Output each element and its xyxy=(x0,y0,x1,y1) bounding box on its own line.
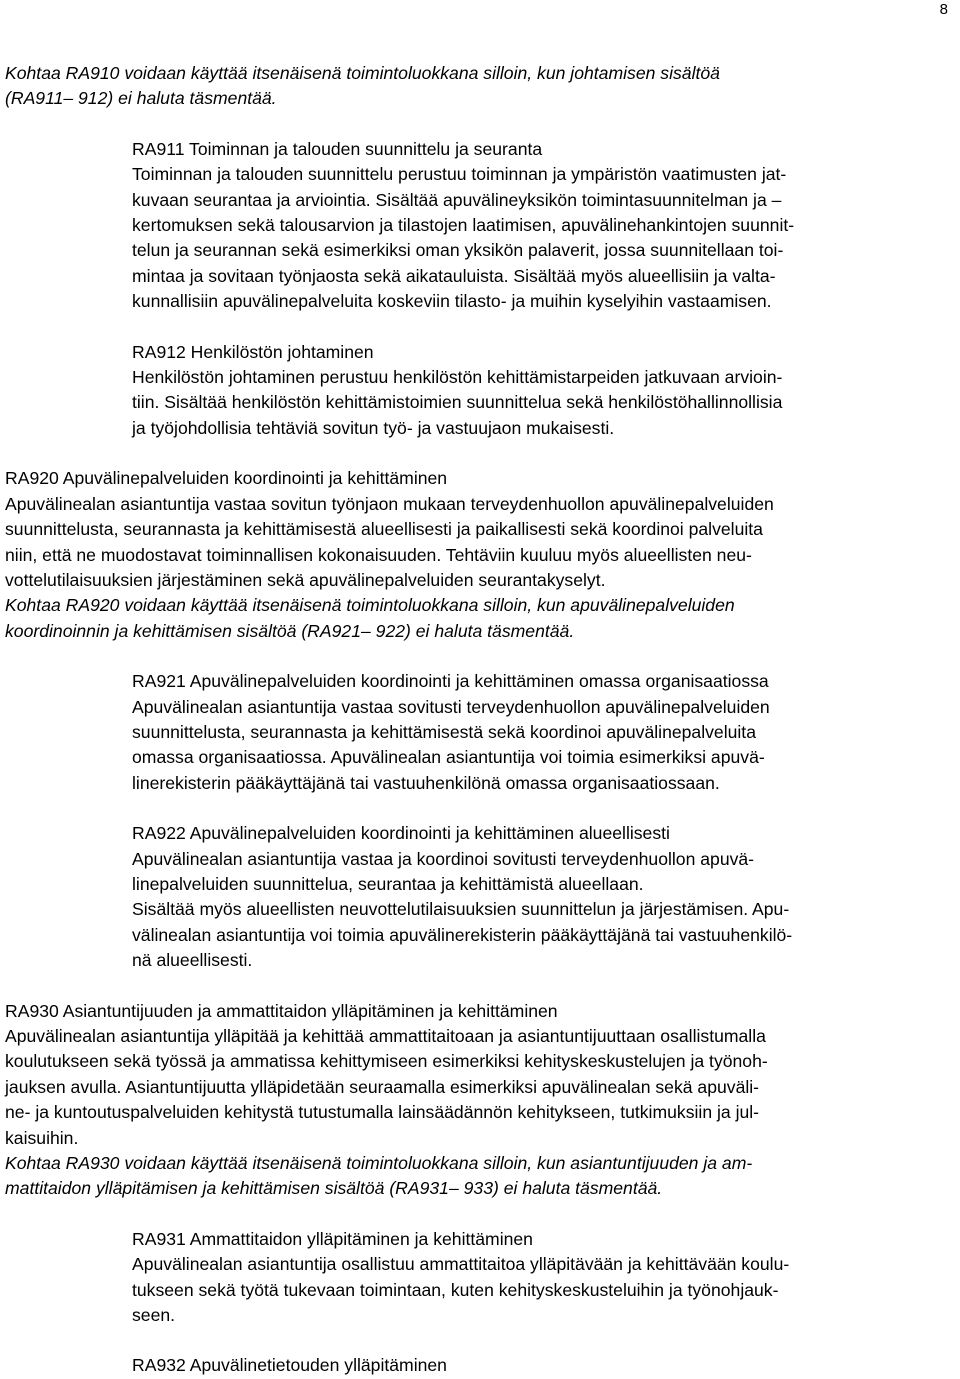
section-ra930: RA930 Asiantuntijuuden ja ammattitaidon ylläpitäminen ja kehittäminen Apuvälinealan asiantuntija ylläpitää ja kehittää ammattitaitoaan ja asiantuntijuuttaan osallistumalla koulutukseen sekä työssä ja ammatissa kehittymiseen esimerkiksi kehityskeskustelujen ja työnoh- jauksen avulla. Asiantuntijuutta ylläpidetään seuraamalla esimerkiksi apuvälinealan sekä apuväli- ne- ja kuntoutuspalveluiden kehitystä tutustumalla lainsäädännön kehitykseen, tutkimuksiin ja jul- kaisuihin. xyxy=(5,1000,768,1148)
section-ra920: RA920 Apuvälinepalveluiden koordinointi ja kehittäminen Apuvälinealan asiantuntija vastaa sovitun työnjaon mukaan terveydenhuollon apuvälinepalveluiden suunnittelusta, seurannasta ja kehittämisestä alueellisesti ja paikallisesti sekä koordinoi palveluita niin, että ne muodostavat toiminnallisen kokonaisuuden. Tehtäviin kuuluu myös alueellisten neu- vottelutilaisuuksien järjestäminen sekä apuvälinepalveluiden seurantakyselyt. xyxy=(5,468,774,590)
page-number: 8 xyxy=(939,1,948,18)
paragraph-ra930-note: Kohtaa RA930 voidaan käyttää itsenäisenä toimintoluokkana silloin, kun asiantuntijuuden ja am- mattitaidon ylläpitämisen ja kehittämisen sisältöä (RA931– 933) ei haluta täsmentää. xyxy=(5,1153,753,1199)
section-ra911: RA911 Toiminnan ja talouden suunnittelu ja seuranta Toiminnan ja talouden suunnittelu perustuu toiminnan ja ympäristön vaatimusten jat- kuvaan seurantaa ja arviointia. Sisältää apuvälineyksikön toimintasuunnitelman ja – kertomuksen sekä talousarvion ja tilastojen laatimisen, apuvälinehankintojen suunnit- telun ja seurannan sekä esimerkiksi oman yksikön palaverit, jossa suunnitellaan toi- mintaa ja sovitaan työnjaosta sekä aikatauluista. Sisältää myös alueellisiin ja valta- kunnallisiin apuvälinepalveluita koskeviin tilasto- ja muihin kyselyihin vastaamisen. xyxy=(132,138,795,312)
section-ra912: RA912 Henkilöstön johtaminen Henkilöstön johtaminen perustuu henkilöstön kehittämistarpeiden jatkuvaan arvioin- tiin. Sisältää henkilöstön kehittämistoimien suunnittelua sekä henkilöstöhallinnollisia ja työjohdollisia tehtäviä sovitun työ- ja vastuujaon mukaisesti. xyxy=(132,341,783,438)
paragraph-ra910-note: Kohtaa RA910 voidaan käyttää itsenäisenä toimintoluokkana silloin, kun johtamisen sisältöä (RA911– 912) ei haluta täsmentää. xyxy=(5,63,720,109)
section-ra921: RA921 Apuvälinepalveluiden koordinointi ja kehittäminen omassa organisaatiossa Apuvälinealan asiantuntija vastaa sovitusti terveydenhuollon apuvälinepalveluiden suunnittelusta, seurannasta ja kehittämisestä sekä koordinoi apuvälinepalveluita omassa organisaatiossa. Apuvälinealan asiantuntija voi toimia esimerkiksi apuvä- linerekisterin pääkäyttäjänä tai vastuuhenkilönä omassa organisaatiossaan. xyxy=(132,671,770,793)
section-ra932-heading: RA932 Apuvälinetietouden ylläpitäminen xyxy=(132,1355,447,1376)
section-ra931: RA931 Ammattitaidon ylläpitäminen ja kehittäminen Apuvälinealan asiantuntija osallistuu ammattitaitoa ylläpitävään ja kehittävään koulu- tukseen sekä työtä tukevaan toimintaan, kuten kehityskeskusteluihin ja työnohjauk- seen. xyxy=(132,1228,790,1326)
section-ra922: RA922 Apuvälinepalveluiden koordinointi ja kehittäminen alueellisesti Apuvälinealan asiantuntija vastaa ja koordinoi sovitusti terveydenhuollon apuvä- linepalveluiden suunnittelua, seurantaa ja kehittämistä alueellaan. Sisältää myös alueellisten neuvottelutilaisuuksien suunnittelun ja järjestämisen. Apu- välinealan asiantuntija voi toimia apuvälinerekisterin pääkäyttäjänä tai vastuuhenkilö- nä alueellisesti. xyxy=(132,823,793,971)
paragraph-ra920-note: Kohtaa RA920 voidaan käyttää itsenäisenä toimintoluokkana silloin, kun apuvälinepalveluiden koordinoinnin ja kehittämisen sisältöä (RA921– 922) ei haluta täsmentää. xyxy=(5,595,735,641)
document-body xyxy=(5,61,953,1379)
